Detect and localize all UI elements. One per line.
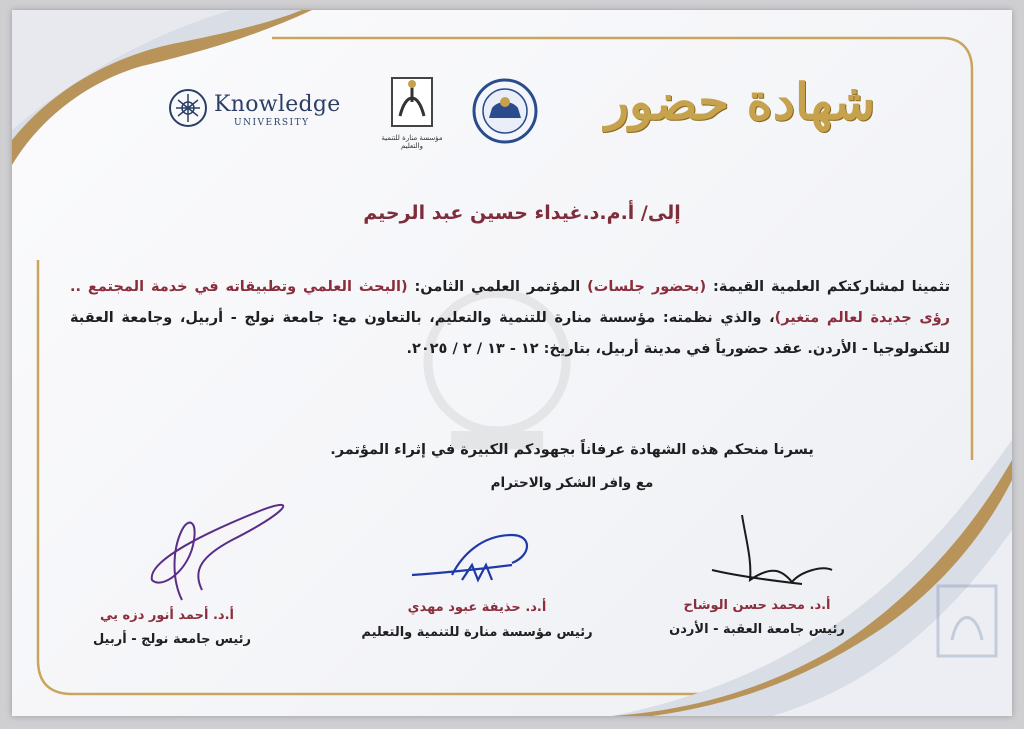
body-highlight-1: (بحضور جلسات) [587, 279, 707, 295]
thanks-line: مع وافر الشكر والاحترام [490, 475, 654, 491]
signature-block-manara [342, 525, 612, 660]
signatory-role: رئيس جامعة العقبة - الأردن [669, 622, 845, 637]
body-highlight-2: (البحث العلمي وتطبيقاته في خدمة المجتمع .. رؤى جديدة لعالم متغير) [70, 279, 950, 326]
knowledge-name: Knowledge [214, 92, 341, 117]
signatory-role: رئيس مؤسسة منارة للتنمية والتعليم [361, 625, 593, 640]
brain-icon [168, 88, 208, 128]
body-part-1: تثمينا لمشاركتكم العلمية القيمة: [706, 279, 951, 295]
appreciation-line: يسرنا منحكم هذه الشهادة عرفاناً بجهودكم الكبيرة في إثراء المؤتمر. [330, 442, 814, 458]
signatory-name: أ.د. محمد حسن الوشاح [683, 598, 831, 613]
signature-block-aqaba [642, 510, 902, 660]
manara-caption: مؤسسة منارة للتنمية والتعليم [381, 134, 443, 150]
knowledge-university-logo [168, 88, 368, 132]
certificate-paper [12, 10, 1012, 716]
manara-icon [372, 72, 452, 132]
handwritten-signature-knowledge [102, 500, 302, 610]
knowledge-sub: UNIVERSITY [234, 118, 310, 128]
handwritten-signature-aqaba [682, 510, 842, 590]
certificate-title: شهادة حضور [604, 72, 876, 131]
signatory-name: أ.د. حذيفة عبود مهدي [407, 600, 547, 615]
manara-foundation-logo [372, 72, 452, 150]
handwritten-signature-manara [392, 525, 542, 595]
signatory-role: رئيس جامعة نولج - أربيل [92, 632, 252, 647]
manara-stamp [932, 580, 1002, 690]
signature-block-knowledge [42, 500, 322, 665]
body-part-2: المؤتمر العلمي الثامن: [407, 279, 588, 295]
aqaba-university-logo [472, 78, 538, 144]
signatory-name: أ.د. أحمد أنور دزه يي [100, 608, 234, 623]
certificate-body [70, 272, 950, 365]
body-part-3: ، والذي نظمته: مؤسسة منارة للتنمية والتعليم، بالتعاون مع: جامعة نولج - أربيل، وجامعة العقبة للتكنولوجيا - الأردن. عقد حضورياً في مدينة أربيل، بتاريخ: ١٢ - ١٣ / ٢ / ٢٠٢٥. [70, 310, 950, 357]
aqaba-seal-icon [472, 78, 538, 144]
recipient-name: إلى/ أ.م.د.غيداء حسين عبد الرحيم [363, 202, 681, 224]
